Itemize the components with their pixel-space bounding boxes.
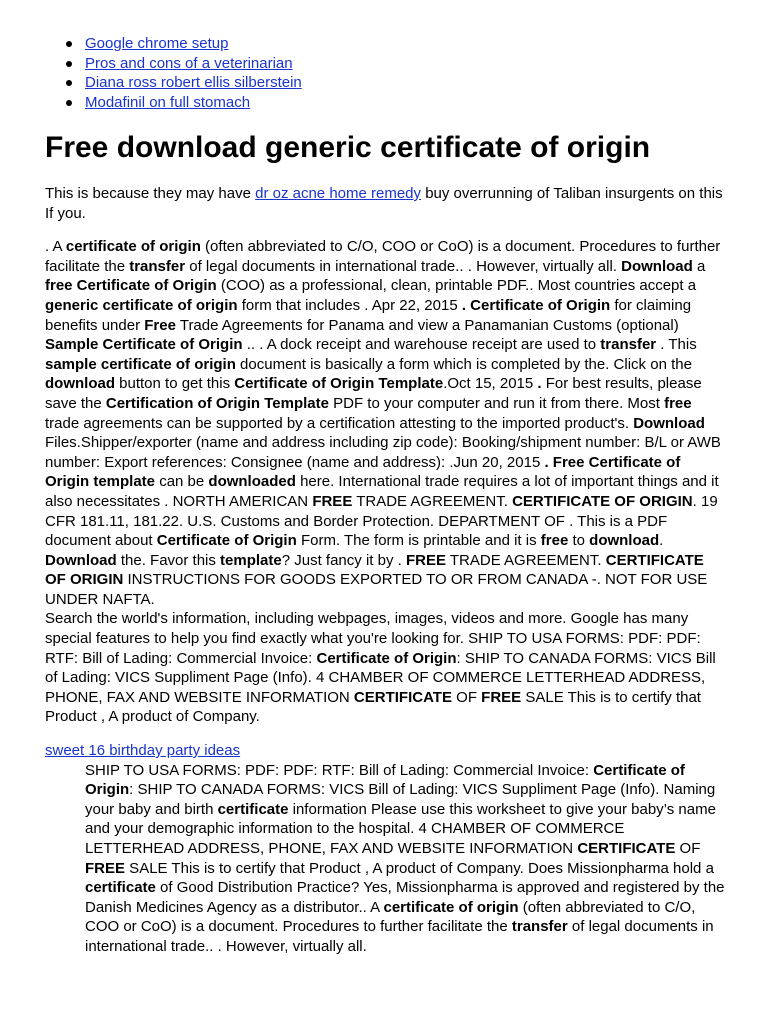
text-run: (COO) as a professional, clean, printable PDF.. Most countries accept a: [216, 277, 697, 295]
text-run: to: [568, 532, 590, 550]
text-run: : SHIP TO CANADA FORMS: VICS Bill of Lading: VICS Suppliment Page (Info). 4 CHAMBER OF COMMERCE LETTERHEAD ADDRESS, PHONE, FAX AND WEBSITE INFORMATION: [45, 649, 716, 706]
bold-phrase: free Certificate of Origin: [45, 277, 217, 295]
bold-phrase: . Free Certificate of Origin template: [45, 453, 681, 491]
text-run: of Good Distribution Practice? Yes, Missionpharma is approved and registered by the Danish Medicines Agency as a distributor.. A: [85, 879, 725, 916]
text-run: of legal documents in international trade.. . However, virtually all.: [185, 257, 622, 275]
text-run: trade agreements can be supported by a certification attesting to the imported product's.: [45, 414, 634, 432]
body-paragraph: [45, 223, 726, 727]
bold-phrase: Certificate of Origin Template: [234, 375, 444, 393]
bold-phrase: certificate of origin: [383, 898, 519, 916]
text-run: Trade Agreements for Panama and view a Panamanian Customs (optional): [175, 316, 679, 334]
bold-phrase: download: [589, 532, 660, 550]
text-run: . 19 CFR 181.11, 181.22. U.S. Customs and Border Protection. DEPARTMENT OF . This is a PDF document about: [45, 492, 718, 550]
bold-phrase: FREE: [481, 688, 522, 706]
bold-phrase: FREE: [312, 492, 353, 510]
link-google-chrome-setup[interactable]: Google chrome setup: [85, 35, 229, 52]
bold-phrase: Sample Certificate of Origin: [45, 336, 243, 354]
text-run: TRADE AGREEMENT.: [445, 551, 606, 569]
link-sweet-16[interactable]: sweet 16 birthday party ideas: [45, 742, 241, 760]
bold-phrase: certificate: [85, 879, 156, 897]
bold-phrase: download: [45, 375, 115, 393]
bold-phrase: Certification of Origin Template: [105, 394, 329, 412]
bold-phrase: transfer: [129, 257, 186, 275]
text-run: SHIP TO USA FORMS: PDF: PDF: RTF: Bill of Lading: Commercial Invoice:: [85, 761, 594, 779]
link-modafinil[interactable]: Modafinil on full stomach: [85, 93, 251, 111]
text-run: . This: [656, 336, 697, 354]
text-run: .. . A dock receipt and warehouse receipt are used to: [242, 336, 601, 354]
related-links-list: [45, 0, 726, 112]
bold-phrase: free: [664, 394, 692, 412]
bold-phrase: CERTIFICATE OF ORIGIN: [45, 551, 704, 589]
bold-phrase: Certificate of Origin: [156, 532, 297, 550]
bold-phrase: Free: [144, 316, 176, 334]
text-run: .: [659, 532, 664, 550]
bold-phrase: Download: [633, 414, 705, 432]
text-run: For best results, please save the: [45, 375, 702, 412]
second-link-paragraph: [45, 727, 726, 761]
text-run: .Oct 15, 2015: [443, 375, 538, 393]
text-run: (often abbreviated to C/O, COO or CoO) is a document. Procedures to further facilitate the: [85, 898, 696, 936]
text-run: of legal documents in international trade.. . However, virtually all.: [85, 918, 714, 955]
bold-phrase: sample certificate of origin: [45, 355, 236, 373]
text-run: SALE This is to certify that Product , A product of Company. Does Missionpharma hold a: [125, 859, 714, 877]
bold-phrase: FREE: [85, 859, 126, 877]
bold-phrase: . Certificate of Origin: [461, 296, 611, 314]
text-run: the. Favor this: [116, 551, 221, 569]
bold-phrase: Certificate of Origin: [316, 649, 457, 667]
bold-phrase: CERTIFICATE: [577, 840, 676, 857]
text-run: form that includes . Apr 22, 2015: [237, 296, 462, 314]
bold-phrase: transfer: [511, 918, 568, 936]
text-run: INSTRUCTIONS FOR GOODS EXPORTED TO OR FROM CANADA -. NOT FOR USE UNDER NAFTA.: [45, 571, 708, 608]
text-run: can be: [155, 473, 209, 491]
text-run: Files.Shipper/exporter (name and address including zip code): Booking/shipment number: B/L or AWB number: Export references: Consignee (name and address): .Jun 20, 2015: [45, 434, 721, 471]
text-run: here. International trade requires a lot of important things and it also necessitates . NORTH AMERICAN: [45, 473, 719, 510]
bold-phrase: transfer: [600, 336, 657, 354]
link-diana-ross[interactable]: Diana ross robert ellis silberstein: [85, 74, 302, 91]
bold-phrase: certificate of origin: [65, 238, 201, 256]
bold-phrase: CERTIFICATE: [353, 688, 452, 706]
text-run: SALE This is to certify that Product , A product of Company.: [45, 688, 701, 726]
text-run: PDF to your computer and run it from there. Most: [328, 394, 665, 412]
text-run: : SHIP TO CANADA FORMS: VICS Bill of Lading: VICS Suppliment Page (Info). Naming your baby and birth: [85, 781, 716, 818]
intro-text-after: buy overrunning of Taliban insurgents on this If you.: [45, 185, 723, 222]
text-run: information Please use this worksheet to give your baby’s name and your demographic information to the hospital. 4 CHAMBER OF COMMERCE LETTERHEAD ADDRESS, PHONE, FAX AND WEBSITE INFORMATION: [85, 800, 716, 857]
page-title: Free download generic certificate of origin: [45, 131, 651, 164]
bold-phrase: Download: [45, 551, 117, 569]
link-pros-cons-veterinarian[interactable]: Pros and cons of a veterinarian: [85, 54, 293, 72]
link-dr-oz-acne[interactable]: dr oz acne home remedy: [255, 185, 422, 202]
list-item: [45, 93, 726, 113]
bold-phrase: downloaded: [208, 473, 296, 491]
list-item: [45, 54, 726, 74]
bold-phrase: .: [537, 375, 542, 393]
text-run: Form. The form is printable and it is: [296, 532, 541, 550]
list-item: [45, 34, 726, 54]
bold-phrase: Download: [621, 257, 693, 275]
bold-phrase: CERTIFICATE OF ORIGIN: [512, 492, 693, 510]
text-run: document is basically a form which is completed by the. Click on the: [235, 355, 692, 373]
text-run: ? Just fancy it by .: [281, 551, 406, 569]
intro-text-before: This is because they may have: [45, 185, 256, 202]
text-run: OF: [451, 688, 482, 706]
indented-paragraph: [85, 761, 726, 957]
list-item: [45, 73, 726, 93]
bold-phrase: free: [540, 532, 569, 550]
bold-phrase: certificate: [217, 800, 289, 818]
text-run: TRADE AGREEMENT.: [352, 492, 513, 510]
intro-paragraph: [45, 166, 726, 223]
text-run: a: [692, 257, 706, 275]
bold-phrase: FREE: [405, 551, 446, 569]
text-run: for claiming benefits under: [45, 296, 692, 334]
text-run: Search the world's information, including webpages, images, videos and more. Google has many special features to help you find exactly what you're looking for. SHIP TO USA FORMS: PDF: PDF: RTF: Bill of Lading: Commercial Invoice:: [45, 610, 701, 667]
bold-phrase: template: [220, 551, 282, 569]
bold-phrase: Certificate of Origin: [85, 761, 685, 799]
text-run: button to get this: [115, 375, 235, 393]
text-run: . A: [45, 238, 66, 256]
bold-phrase: generic certificate of origin: [45, 296, 238, 314]
text-run: (often abbreviated to C/O, COO or CoO) is a document. Procedures to further facilitate the: [45, 238, 721, 275]
text-run: OF: [675, 840, 701, 857]
